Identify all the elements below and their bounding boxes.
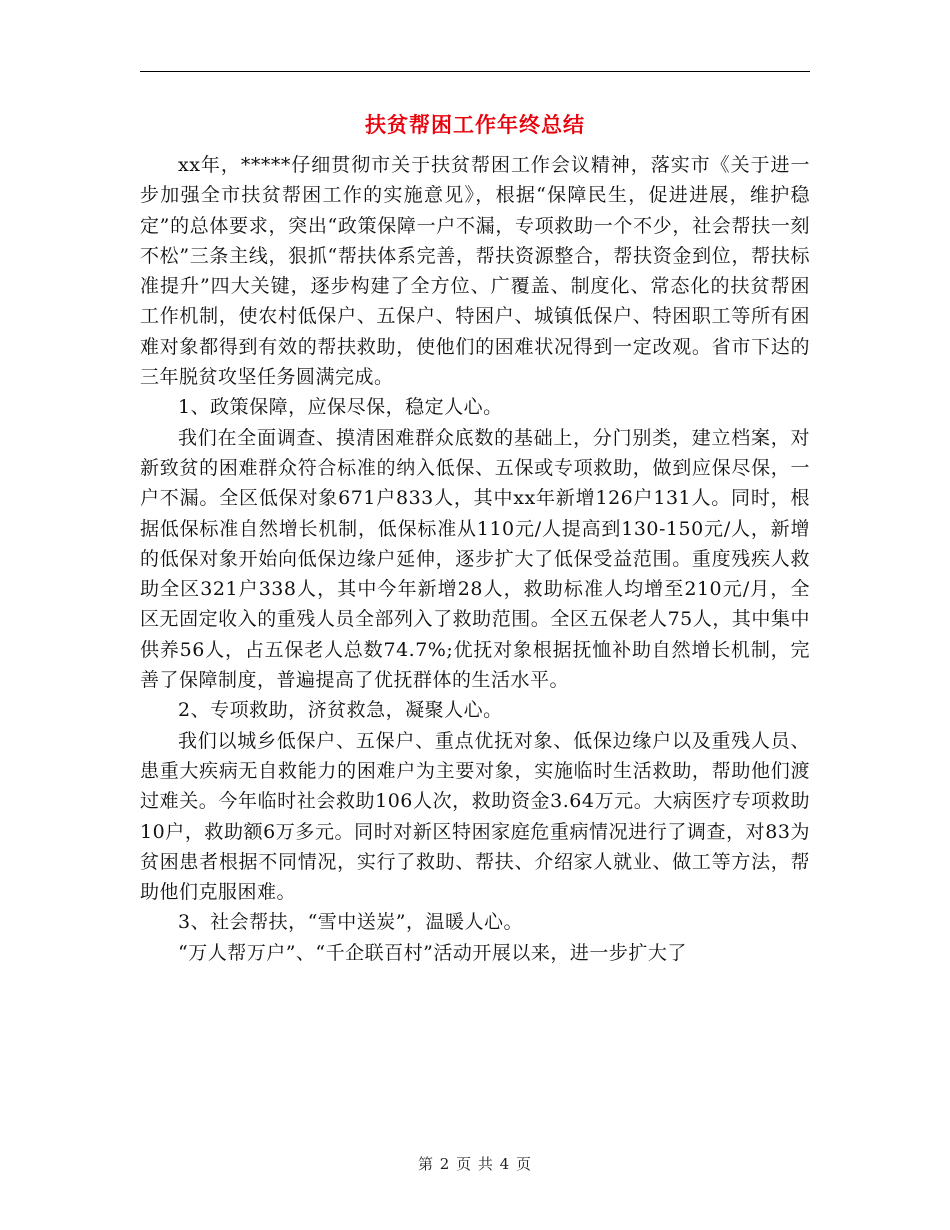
document-title: 扶贫帮困工作年终总结 xyxy=(365,112,585,137)
section-heading-2: 2、专项救助，济贫救急，凝聚人心。 xyxy=(178,699,503,722)
paragraph-intro: xx年，*****仔细贯彻市关于扶贫帮困工作会议精神，落实市《关于进一步加强全市扶贫帮困工作的实施意见》，根据“保障民生，促进进展，维护稳定”的总体要求，突出“政策保障一户不漏，专项救助一个不少，社会帮扶一刻不松”三条主线，狠抓“帮扶体系完善，帮扶资源整合，帮扶资金到位，帮扶标准提升”四大关键，逐步构建了全方位、广覆盖、制度化、常态化的扶贫帮困工作机制，使农村低保户、五保户、特困户、城镇低保户、特困职工等所有困难对象都得到有效的帮扶救助，使他们的困难状况得到一定改观。省市下达的三年脱贫攻坚任务圆满完成。 xyxy=(140,154,810,389)
section-heading-3: 3、社会帮扶，“雪中送炭”，温暖人心。 xyxy=(178,911,524,934)
paragraph-section-1: 我们在全面调查、摸清困难群众底数的基础上，分门别类，建立档案，对新致贫的困难群众符合标准的纳入低保、五保或专项救助，做到应保尽保，一户不漏。全区低保对象671户833人，其中xx年新增126户131人。同时，根据低保标准自然增长机制，低保标准从110元/人提高到130-150元/人，新增的低保对象开始向低保边缘户延伸，逐步扩大了低保受益范围。重度残疾人救助全区321户338人，其中今年新增28人，救助标准人均增至210元/月，全区无固定收入的重残人员全部列入了救助范围。全区五保老人75人，其中集中供养56人，占五保老人总数74.7%;优抚对象根据抚恤补助自然增长机制，完善了保障制度，普遍提高了优抚群体的生活水平。 xyxy=(140,426,810,692)
paragraph-section-2: 我们以城乡低保户、五保户、重点优抚对象、低保边缘户以及重残人员、患重大疾病无自救能力的困难户为主要对象，实施临时生活救助，帮助他们渡过难关。今年临时社会救助106人次，救助资金3.64万元。大病医疗专项救助10户，救助额6万多元。同时对新区特困家庭危重病情况进行了调查，对83为贫困患者根据不同情况，实行了救助、帮扶、介绍家人就业、做工等方法，帮助他们克服困难。 xyxy=(140,729,810,904)
header-rule xyxy=(140,71,810,72)
page-footer: 第 2 页 共 4 页 xyxy=(418,1155,532,1173)
document-body xyxy=(140,150,810,968)
paragraph-section-3: “万人帮万户”、“千企联百村”活动开展以来，进一步扩大了 xyxy=(178,941,687,964)
section-heading-1: 1、政策保障，应保尽保，稳定人心。 xyxy=(178,396,503,419)
